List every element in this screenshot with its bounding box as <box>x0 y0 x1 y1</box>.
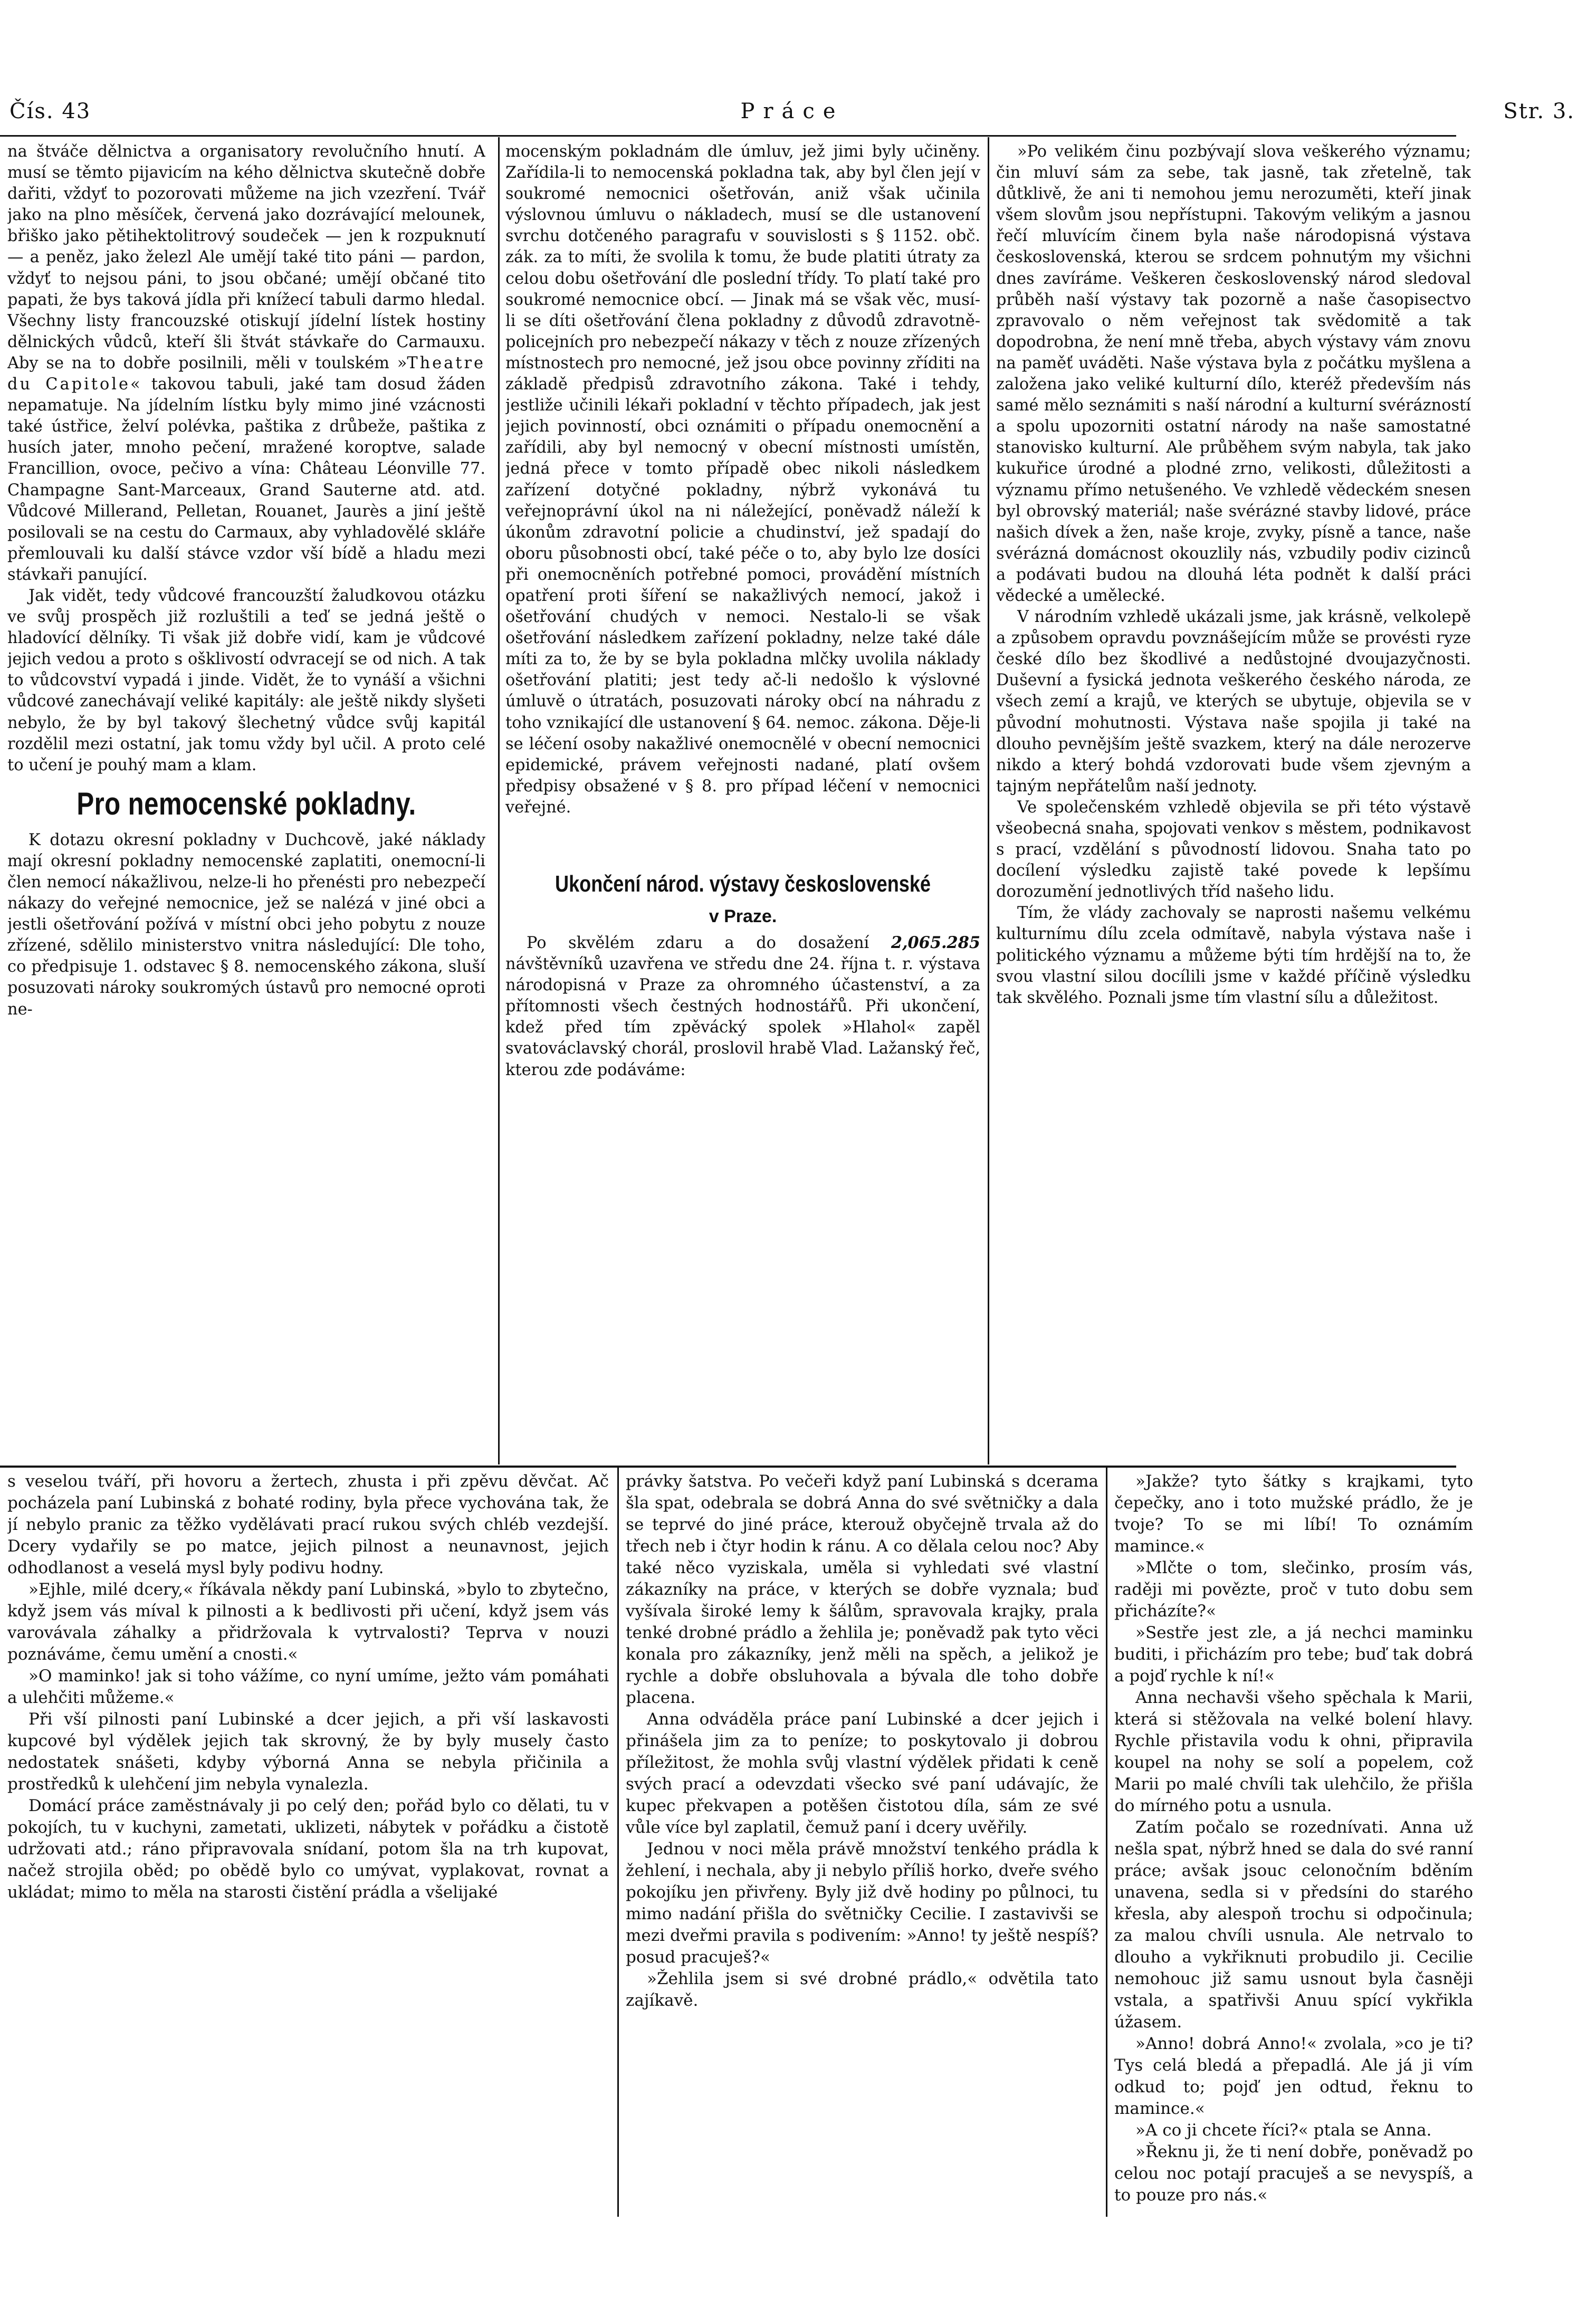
column-divider <box>988 137 989 1464</box>
story-paragraph: »Jakže? tyto šátky s krajkami, tyto čepečky, ano i toto mužské prádlo, že je tvoje? To se mi líbí! To oznámím mamince.« <box>1114 1472 1473 1556</box>
page-number: Str. 3. <box>1503 99 1575 123</box>
newspaper-title: Práce <box>740 99 844 123</box>
story-paragraph: Zatím počalo se rozednívati. Anna už nešla spat, nýbrž hned se dala do své ranní práce; avšak jsouc celonočním bděním unavena, sedla si v předsíni do starého křesla, aby alespoň trochu si odpočinula; za malou chvíli usnula. Ale netrvalo to dlouho a vykřiknuti probudilo ji. Cecilie nemohouc již samu usnout byla časněji vstala, a spatřivši Anuu spící vykřikla úžasem. <box>1114 1818 1473 2032</box>
feuilleton-rule <box>0 1466 1456 1468</box>
story-paragraph: Anna nechavši všeho spěchala k Marii, která si stěžovala na velké bolení hlavy. Rychle přistavila vodu k ohni, připravila koupel na nohy se solí a popelem, což Marii po malé chvíli tak ulehčilo, že přišla do mírného potu a usnula. <box>1114 1688 1473 1815</box>
column-divider <box>498 137 500 1464</box>
top-column-2 <box>505 141 980 1460</box>
article-heading: Ukončení národ. výstavy československé <box>555 871 931 897</box>
page-header <box>9 99 1575 131</box>
story-paragraph: »A co ji chcete říci?« ptala se Anna. <box>1135 2121 1432 2140</box>
article-paragraph: Ve společenském vzhledě objevila se při této výstavě všeobecná snaha, spojovati venkov s městem, podnikavost s prací, vzdělání s původností lidovou. Snaha tato po docílení výsledku zajistě také povede k lepšímu dorozumění jednotlivých tříd našeho lidu. <box>996 798 1471 902</box>
bottom-column-2 <box>626 1471 1098 2215</box>
issue-number: Čís. 43 <box>9 99 91 123</box>
article-paragraph: Jak vidět, tedy vůdcové francouzští žaludkovou otázku ve svůj prospěch již rozluštili a teď se jedná ještě o hladovící dělníky. Ti však již dobře vidí, kam je vůdcové jejich vedou a proto s ošklivostí odvracejí se od nich. A tak to vůdcovství vypadá i jinde. Vidět, že to vynáší a všichni vůdcové zanechávají veliké kapitály: ale ještě nikdy slyšeti nebylo, že by byl takový šlechetný vůdce svůj kapitál rozdělil mezi ostatní, jak tomu vždy byl učil. A proto celé to učení je pouhý mam a klam. <box>7 586 485 774</box>
article-paragraph: na štváče dělnictva a organisatory revolučního hnutí. A musí se těmto pijavicím na kého dělnictva skutečně dobře dařiti, vždyť to pozorovati můžeme na jich vzezření. Tvář jako na plno měsíček, červená jako dozrávající melounek, břiško jako pětihektolitrový soudeček — jen k rozpuknutí — a peněz, jako železl Ale umějí také tito páni — pardon, vždyť to nejsou páni, to jsou občané; umějí občané tito papati, že bys taková jídla při knížecí tabuli darmo hledal. Všechny listy francouzské otiskují jídelní lístek hostiny dělnických vůdců, kteří šli štvát stávkaře do Carmauxu. Aby se na to dobře posilnili, měli v toulském »Theatre du Capitole« takovou tabuli, jaké tam dosud žáden nepamatuje. Na jídelním lístku byly mimo jiné vzácnosti také ústřice, želví polévka, paštika z drůbeže, paštika z husích jater, mnoho pečení, mražené koroptve, salade Francillion, ovoce, pečivo a vína: Château Léonville 77. Champagne Sant-Marceaux, Grand Sauterne atd. atd. Vůdcové Millerand, Pelletan, Rouanet, Jaurès a jiní ještě posilovali se na cestu do Carmaux, aby vyhladovělé skláře přemlouvali ku další stávce vzdor vší bídě a hladu mezi stávkaři panující. <box>7 142 485 584</box>
story-paragraph: »Mlčte o tom, slečinko, prosím vás, raději mi povězte, proč v tuto dobu sem přicházíte?« <box>1114 1558 1473 1621</box>
story-paragraph: Při vší pilnosti paní Lubinské a dcer jejich, a při vší laskavosti kupcové byl výdělek jejich tak skrovný, že by byly musely často nedostatek snášeti, kdyby výborná Anna se nebyla přičinila a prostředků k ulehčení jim nebyla vynalezla. <box>7 1710 609 1794</box>
top-column-1 <box>7 141 485 1460</box>
article-paragraph: »Po velikém činu pozbývají slova veškerého významu; čin mluví sám za sebe, tak jasně, tak zřetelně, tak důtklivě, že ani ti nemohou jemu nerozuměti, kteří jinak všem slovům jsou nepřístupni. Takovým velikým a jasnou řečí mluvícím činem byla naše národopisná výstava československá, kterou se srdcem pohnutým my všichni dnes zavíráme. Veškeren československý národ sledoval průběh naší výstavy tak pozorně a naše časopisectvo zpravovalo o něm veřejnost tak svědomitě a tak dopodrobna, že není mně třeba, abych výstavy vám znovu na paměť uváděti. Naše výstava byla z počátku myšlena a založena jako veliké kulturní dílo, kteréž především nás samé mělo seznámiti s naší národní a kulturní svérázností a spolu upozorniti ostatní národy na naše samostatné stanovisko kulturní. Ale průběhem svým nabyla, tak jako kukuřice úrodné a plodné zrno, velikosti, důležitosti a významu přímo netušeného. Ve vzhledě vědeckém snesen byl obrovský materiál; naše svérázné stavby lidové, práce našich dívek a žen, naše kroje, zvyky, písně a tance, naše svérázná domácnost okouzlily nás, vzbudily podiv cizinců a podávati budou na dlouhá léta podnět k další práci vědecké a umělecké. <box>996 142 1471 605</box>
story-paragraph: »Řeknu ji, že ti není dobře, poněvadž po celou noc potají pracuješ a se nevyspíš, a to pouze pro nás.« <box>1114 2142 1473 2205</box>
article-paragraph: mocenským pokladnám dle úmluv, jež jimi byly učiněny. Zařídila-li to nemocenská pokladna tak, aby byl člen její v soukromé nemocnici ošetřován, aniž však učinila výslovnou úmluvu o nákladech, musí se dle ustanovení svrchu dotčeného paragrafu v souvislosti s § 1152. obč. zák. za to míti, že svolila k tomu, že bude platiti útraty za celou dobu ošetřování dle poslední třídy. To platí také pro soukromé nemocnice obcí. — Jinak má se však věc, musí-li se díti ošetřování člena pokladny z důvodů zdravotně-policejních pro nebezpečí nákazy v těch z nouze zřízených místnostech pro nemocné, jež jsou obce povinny zříditi na základě předpisů zdravotního zákona. Také i tehdy, jestliže učinili lékaři pokladní v těchto případech, jak jest jejich povinností, obci oznámiti o případu onemocnění a zařídili, aby byl nemocný v obecní místnosti umístěn, jedná přece v tomto případě obec nikoli následkem zařízení dotyčné pokladny, nýbrž vykonává tu veřejnoprávní úkol na ni náležející, poněvadž náleží k úkonům zdravotní policie a chudinství, jež spadají do oboru působnosti obcí, také péče o to, aby bylo lze dosíci při onemocněních potřebné pomoci, provádění místních opatření proti šíření se nakažlivých nemocí, jakož i ošetřování chudých v nemoci. Nestalo-li se však ošetřování následkem zařízení pokladny, nelze také dále míti za to, že by se byla pokladna mlčky uvolila náklady ošetřování platiti; jest tedy ač-li nedošlo k výslovné úmluvě o útratách, posuzovati nároky obcí na náhradu z toho vznikající dle ustanovení § 64. nemoc. zákona. Děje-li se léčení osoby nakažlivé onemocnělé v obecní nemocnici epidemické, právem veřejnosti nadané, platí ovšem předpisy obsažené v § 8. pro případ léčení v nemocnici veřejné. <box>505 142 980 817</box>
story-paragraph: s veselou tváří, při hovoru a žertech, zhusta i při zpěvu děvčat. Ač pocházela paní Lubinská z bohaté rodiny, byla přece vychována tak, že jí nebylo pranic za těžko vydělávati prací rukou svých chléb vezdejší. Dcery vydařily se po matce, jejich pilnost a neunavnost, jejich odhodlanost a veselá mysl byly podivu hodny. <box>7 1472 609 1577</box>
story-paragraph: Domácí práce zaměstnávaly ji po celý den; pořád bylo co dělati, tu v pokojích, tu v kuchyni, zametati, uklizeti, nábytek v pořádku a čistotě udržovati atd.; ráno připravovala snídaní, potom šla na trh kupovat, načež strojila oběd; po obědě bylo co umývat, vyplakovat, rovnat a ukládat; mimo to měla na starosti čistění prádla a všelijaké <box>7 1796 609 1902</box>
article-paragraph: K dotazu okresní pokladny v Duchcově, jaké náklady mají okresní pokladny nemocenské zaplatiti, onemocní-li člen nemocí nákažlivou, nelze-li ho přenésti pro nebezpečí nákazy do veřejné nemocnice, jež se nalézá v jiné obci a jestli ošetřování požívá v místní obci jeho pobytu z nouze zřízené, sdělilo ministerstvo vnitra následující: Dle toho, co předpisuje 1. odstavec § 8. nemocenského zákona, sluší posuzovati nároky soukromých ústavů pro nemocné oproti ne- <box>7 830 485 1019</box>
article-heading: Pro nemocenské pokladny. <box>77 786 416 821</box>
article-paragraph: Tím, že vlády zachovaly se naprosti našemu velkému kulturnímu dílu zcela odmítavě, nabyla výstava naše i politického významu a můžeme býti tím hrdější na to, že svou vlastní silou docílili jsme v každé příčině výsledku tak skvělého. Poznali jsme tím vlastní sílu a důležitost. <box>996 904 1471 1007</box>
story-paragraph: »Sestře jest zle, a já nechci maminku buditi, i přicházím pro tebe; buď tak dobrá a pojď rychle k ní!« <box>1114 1623 1473 1686</box>
bottom-column-1 <box>7 1471 609 2215</box>
top-column-3 <box>996 141 1471 1460</box>
story-paragraph: Anna odváděla práce paní Lubinské a dcer jejich i přinášela jim za to peníze; to poskytovalo ji dobrou příležitost, že mohla svůj vlastní výdělek přidati k ceně svých prací a odevzdati všecko své paní udávajíc, že kupec překvapen a potěšen čistotou díla, sám ze své vůle více byl zaplatil, čemuž paní i dcery uvěřily. <box>626 1710 1098 1837</box>
story-paragraph: »Anno! dobrá Anno!« zvolala, »co je ti? Tys celá bledá a přepadlá. Ale já ji vím odkud to; pojď jen odtud, řeknu to mamince.« <box>1114 2034 1473 2118</box>
story-paragraph: »O maminko! jak si toho vážíme, co nyní umíme, ježto vám pomáhati a ulehčiti můžeme.« <box>7 1667 609 1707</box>
story-paragraph: »Ejhle, milé dcery,« říkávala někdy paní Lubinská, »bylo to zbytečno, když jsem vás míval k pilnosti a k bedlivosti při učení, když jsem vás varovávala záhalky a přidržovala k vytrvalosti? Teprva v nouzi poznáváme, čemu umění a cnosti.« <box>7 1580 609 1664</box>
column-divider <box>1106 1468 1107 2217</box>
header-rule <box>0 135 1456 137</box>
article-paragraph: Po skvělém zdaru a do dosažení 2,065.285 návštěvníků uzavřena ve středu dne 24. října t. r. výstava národopisná v Praze za ohromného účastenství, a za přítomnosti všech čestných hodnostářů. Při ukončení, kdež před tím zpěvácký spolek »Hlahol« zapěl svatováclavský chorál, proslovil hrabě Vlad. Lažanský řeč, kterou zde podáváme: <box>505 933 980 1079</box>
story-paragraph: »Žehlila jsem si své drobné prádlo,« odvětila tato zajíkavě. <box>626 1969 1098 2010</box>
story-paragraph: právky šatstva. Po večeři když paní Lubinská s dcerama šla spat, odebrala se dobrá Anna do své světničky a dala se teprvé do jiné práce, kterouž obyčejně trvala až do třech neb i čtyr hodin k ránu. A co dělala celou noc? Aby také něco vyziskala, uměla si vyhledati své vlastní zákazníky na práce, v kterých se dobře vyznala; buď vyšívala široké lemy k šálům, spravovala krajky, prala tenké drobné prádlo a žehlila je; poněvadž pak tyto věci konala pro zákazníky, jenž měli na spěch, a jelikož je rychle a dobře obsluhovala a bývala dle toho dobře placena. <box>626 1472 1098 1707</box>
article-subheading: v Praze. <box>709 906 777 926</box>
story-paragraph: Jednou v noci měla právě množství tenkého prádla k žehlení, i nechala, aby ji nebylo příliš horko, dveře svého pokojíku jen přivřeny. Byly již dvě hodiny po půlnoci, tu mimo nadání přišla do světničky Cecilie. I zastavivši se mezi dveřmi pravila s podivením: »Anno! ty ještě nespíš? posud pracuješ?« <box>626 1840 1098 1967</box>
column-divider <box>617 1468 619 2217</box>
article-paragraph: V národním vzhledě ukázali jsme, jak krásně, velkolepě a způsobem opravdu povznášejícím může se provésti ryze české dílo bez škodlivé a nedůstojné dvoujazyčnosti. Duševní a fysická jednota veškerého českého národa, ze všech zemí a krajů, ve kterých se ubytuje, objevila se v původní mohutnosti. Výstava naše spojila ji také na dlouho pevnějším ještě svazkem, který na dále nerozerve nikdo a který bohdá vzdorovati bude všem zjevným a tajným nepřátelům naší jednoty. <box>996 608 1471 796</box>
bottom-column-3 <box>1114 1471 1473 2215</box>
